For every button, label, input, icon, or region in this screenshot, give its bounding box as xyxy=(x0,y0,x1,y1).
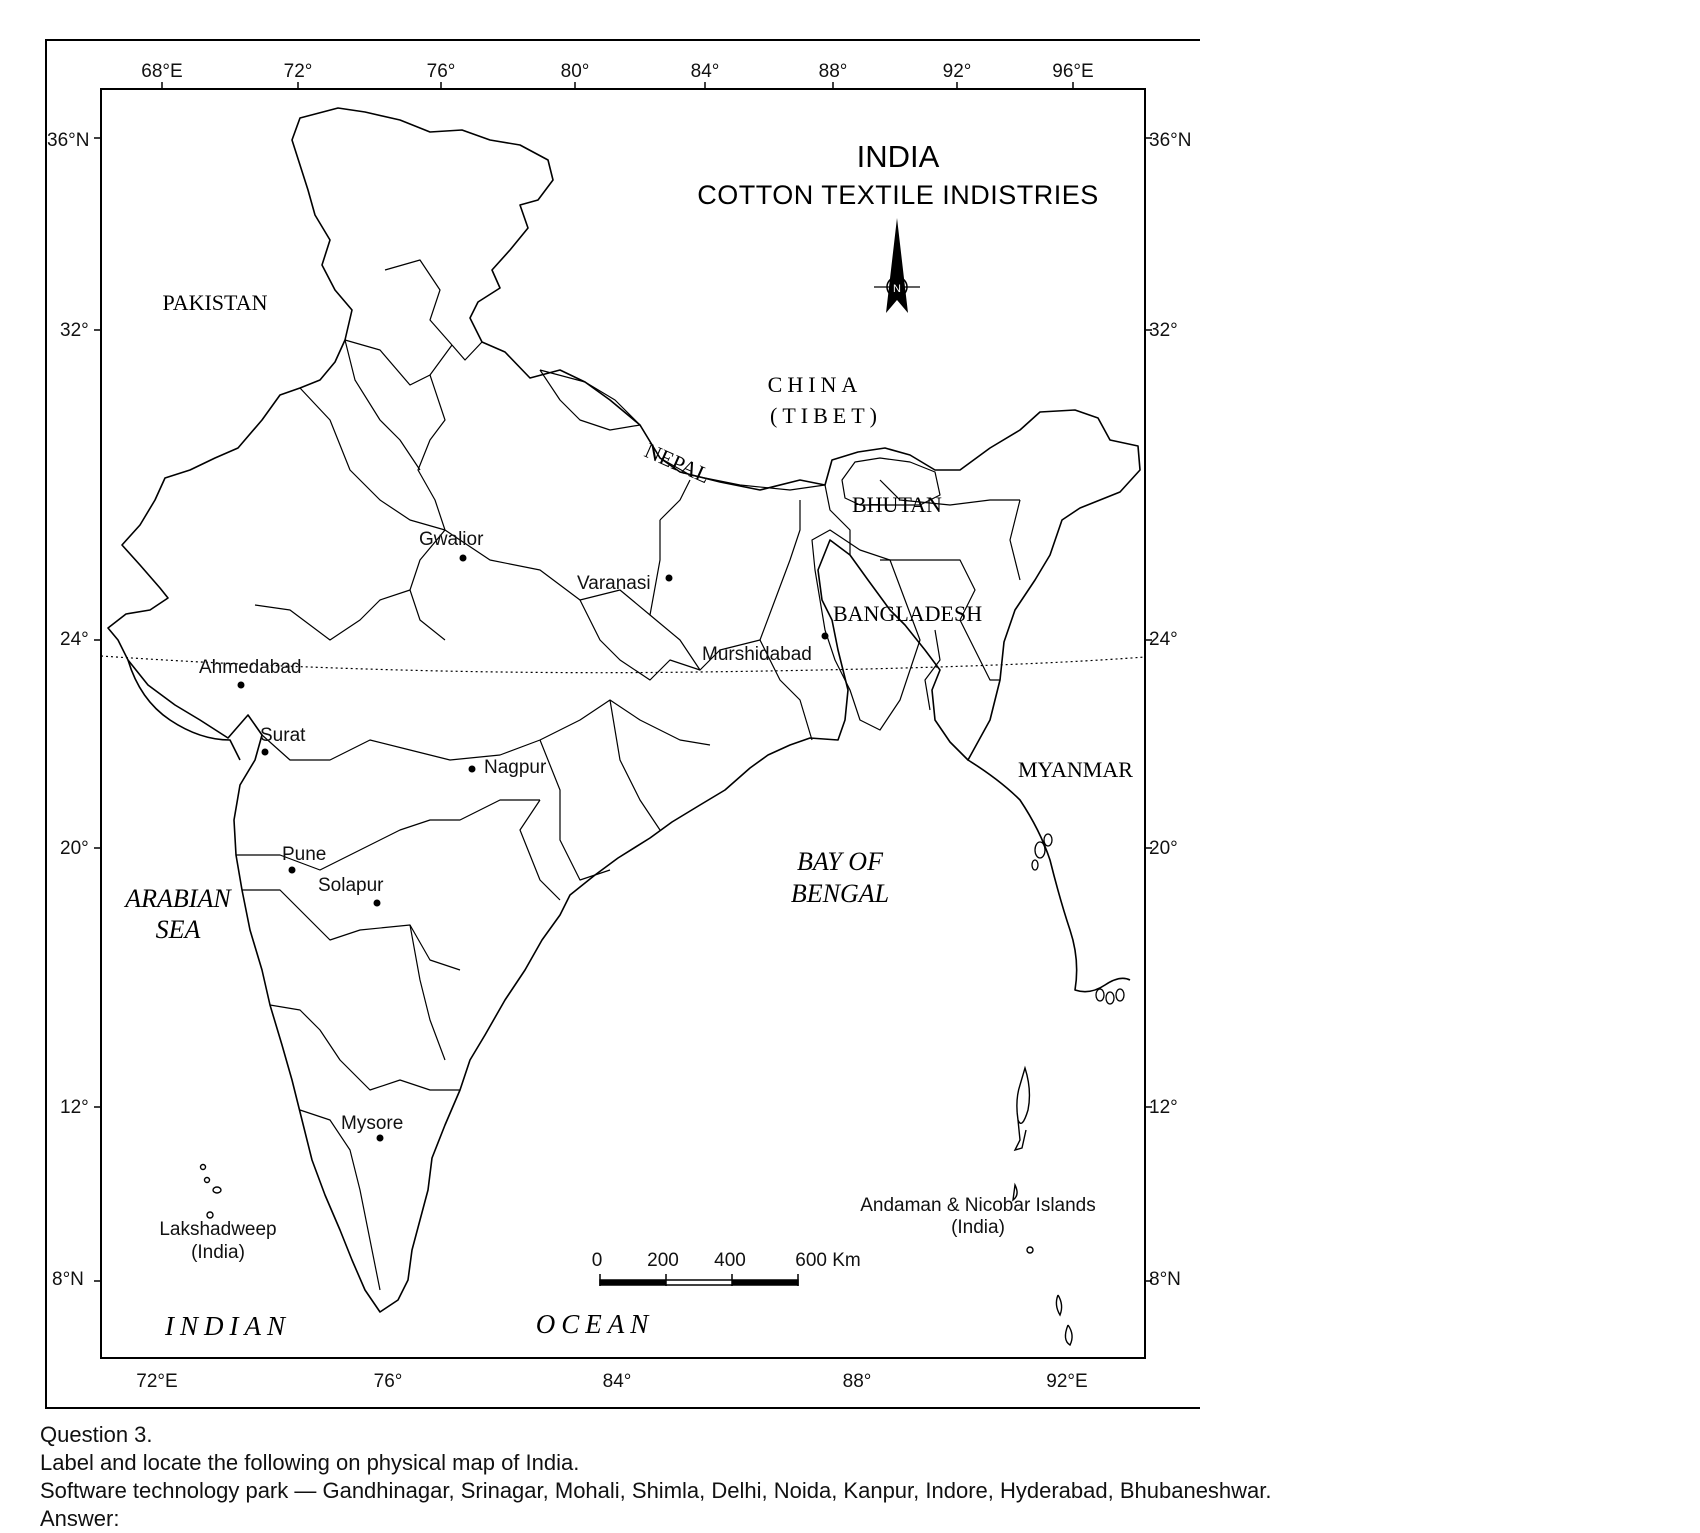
myanmar-coast xyxy=(968,760,1130,992)
city-varanasi: Varanasi xyxy=(577,573,651,594)
scale-200: 200 xyxy=(647,1250,679,1271)
tick-b-84: 84° xyxy=(602,1371,632,1392)
label-tibet: (TIBET) xyxy=(770,403,882,428)
tick-b-76: 76° xyxy=(373,1371,403,1392)
tick-r-12: 12° xyxy=(1149,1097,1178,1118)
city-gwalior: Gwalior xyxy=(419,529,484,550)
north-arrow-icon xyxy=(874,218,920,313)
label-andaman-india: (India) xyxy=(951,1217,1005,1238)
tick-72: 72° xyxy=(283,61,313,82)
city-nagpur: Nagpur xyxy=(484,757,547,778)
tick-92: 92° xyxy=(942,61,972,82)
tick-r-8n: 8°N xyxy=(1149,1269,1181,1290)
tick-r-36n: 36°N xyxy=(1149,130,1192,151)
city-murshidabad: Murshidabad xyxy=(702,644,812,665)
tick-96e: 96°E xyxy=(1052,61,1094,82)
label-arabian-sea: SEA xyxy=(155,915,201,944)
label-bhutan: BHUTAN xyxy=(852,492,942,517)
label-lakshadweep-india: (India) xyxy=(191,1242,245,1263)
tick-l-12: 12° xyxy=(60,1097,89,1118)
city-surat: Surat xyxy=(260,725,306,746)
label-andaman-nicobar: Andaman & Nicobar Islands xyxy=(860,1195,1096,1216)
label-pakistan: PAKISTAN xyxy=(162,290,268,315)
lakshadweep-islands xyxy=(201,1165,222,1219)
scale-0: 0 xyxy=(591,1250,603,1271)
tick-r-24: 24° xyxy=(1149,629,1178,650)
bottom-tick-labels xyxy=(136,1371,1087,1392)
tick-80: 80° xyxy=(560,61,590,82)
tick-r-32: 32° xyxy=(1149,320,1178,341)
map-title: INDIA xyxy=(856,139,940,174)
question-places: Software technology park — Gandhinagar, Srinagar, Mohali, Shimla, Delhi, Noida, Kanpur, Indore, Hyderabad, Bhubaneshwar. xyxy=(40,1478,1272,1503)
tick-88: 88° xyxy=(818,61,848,82)
tick-b-92e: 92°E xyxy=(1046,1371,1088,1392)
label-arabian: ARABIAN xyxy=(125,884,231,913)
label-nepal: NEPAL xyxy=(640,437,715,489)
label-bangladesh: BANGLADESH xyxy=(833,601,983,626)
scale-400: 400 xyxy=(714,1250,746,1271)
myanmar-islands xyxy=(1032,834,1124,1004)
city-pune: Pune xyxy=(282,844,327,865)
label-myanmar: MYANMAR xyxy=(1018,757,1133,782)
right-tick-labels xyxy=(1149,130,1191,1290)
tick-l-8n: 8°N xyxy=(52,1269,84,1290)
tick-68e: 68°E xyxy=(141,61,183,82)
label-china: CHINA xyxy=(767,372,863,397)
city-ahmedabad: Ahmedabad xyxy=(199,657,302,678)
tick-l-20: 20° xyxy=(60,838,89,859)
answer-label: Answer: xyxy=(40,1506,120,1531)
scale-bar xyxy=(592,1250,861,1286)
label-bengal: BENGAL xyxy=(790,879,890,908)
tick-marks xyxy=(94,82,1152,1281)
label-lakshadweep: Lakshadweep xyxy=(159,1219,277,1240)
city-solapur: Solapur xyxy=(318,875,384,896)
tick-76: 76° xyxy=(426,61,456,82)
left-tick-labels xyxy=(47,130,89,1290)
tick-l-24: 24° xyxy=(60,629,89,650)
tick-r-20: 20° xyxy=(1149,838,1178,859)
tick-l-32: 32° xyxy=(60,320,89,341)
label-ocean: OCEAN xyxy=(535,1309,655,1339)
tick-l-36n: 36°N xyxy=(47,130,90,151)
label-indian: INDIAN xyxy=(165,1311,291,1341)
map-subtitle: COTTON TEXTILE INDISTRIES xyxy=(697,180,1099,210)
tick-b-72e: 72°E xyxy=(136,1371,178,1392)
north-letter: N xyxy=(893,283,901,295)
top-tick-labels xyxy=(141,61,1093,82)
city-mysore: Mysore xyxy=(341,1113,404,1134)
tick-b-88: 88° xyxy=(842,1371,872,1392)
question-instruction: Label and locate the following on physical map of India. xyxy=(40,1450,580,1475)
question-block xyxy=(40,1421,1680,1533)
label-bay-of: BAY OF xyxy=(797,847,883,876)
tick-84: 84° xyxy=(690,61,720,82)
question-heading: Question 3. xyxy=(40,1422,153,1447)
scale-600km: 600 Km xyxy=(795,1250,861,1271)
